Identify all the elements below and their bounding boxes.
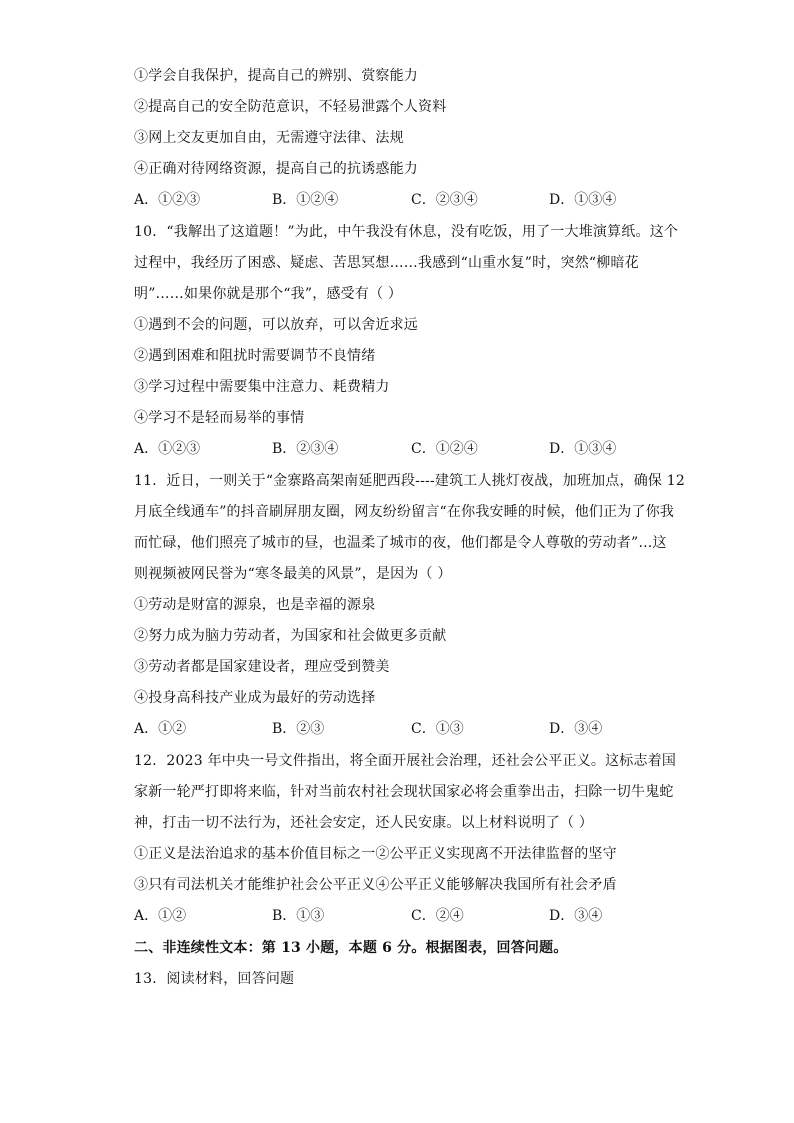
q9-option-a: A．①②③: [134, 192, 201, 208]
q10-stem-line-2: 过程中，我经历了困惑、疑虑、苦思冥想……我感到“山重水复”时，突然“柳暗花: [134, 255, 639, 271]
q12-option-d: D．③④: [549, 908, 603, 924]
q12-option-a: A．①②: [134, 908, 187, 924]
q11-option-c: C．①③: [411, 721, 464, 737]
q10-item-2: ②遇到困难和阻扰时需要调节不良情绪: [134, 348, 376, 364]
q11-stem-line-2: 月底全线通车”的抖音刷屏朋友圈，网友纷纷留言“在你我安睡的时候，他们正为了你我: [134, 504, 675, 520]
q10-item-1: ①遇到不会的问题，可以放弃，可以舍近求远: [134, 317, 418, 333]
q12-item-row-2: ③只有司法机关才能维护社会公平正义④公平正义能够解决我国所有社会矛盾: [134, 877, 617, 893]
q12-stem-line-2: 家新一轮严打即将来临，针对当前农村社会现状国家必将会重拳出击，扫除一切牛鬼蛇: [134, 784, 674, 800]
section-heading: 二、非连续性文本：第 13 小题，本题 6 分。根据图表，回答问题。: [134, 940, 568, 956]
q11-item-4: ④投身高科技产业成为最好的劳动选择: [134, 690, 376, 706]
q12-option-b: B．①③: [272, 908, 325, 924]
q13-stem: 13．阅读材料，回答问题: [134, 971, 295, 987]
q10-option-a: A．①②③: [134, 441, 201, 457]
q10-stem-line-1: 10．“我解出了这道题！”为此，中午我没有休息，没有吃饭，用了一大堆演算纸。这个: [134, 224, 679, 240]
q10-option-b: B．②③④: [272, 441, 339, 457]
q10-item-3: ③学习过程中需要集中注意力、耗费精力: [134, 379, 390, 395]
q11-stem-line-4: 则视频被网民誉为“寒冬最美的风景”，是因为（ ）: [134, 566, 452, 582]
q10-item-4: ④学习不是轻而易举的事情: [134, 410, 305, 426]
q11-stem-line-3: 而忙碌，他们照亮了城市的昼，也温柔了城市的夜，他们都是令人尊敬的劳动者”…这: [134, 535, 667, 551]
q9-item-3: ③网上交友更加自由，无需遵守法律、法规: [134, 130, 404, 146]
q9-item-1: ①学会自我保护，提高自己的辨别、赏察能力: [134, 68, 418, 84]
q12-stem-line-1: 12．2023 年中央一号文件指出，将全面开展社会治理，还社会公平正义。这标志着国: [134, 753, 677, 769]
q11-item-2: ②努力成为脑力劳动者，为国家和社会做更多贡献: [134, 628, 447, 644]
q11-item-1: ①劳动是财富的源泉，也是幸福的源泉: [134, 597, 376, 613]
q11-option-b: B．②③: [272, 721, 325, 737]
q10-option-d: D．①③④: [549, 441, 617, 457]
q9-option-c: C．②③④: [411, 192, 478, 208]
q9-option-d: D．①③④: [549, 192, 617, 208]
q9-item-4: ④正确对待网络资源，提高自己的抗诱惑能力: [134, 161, 418, 177]
q12-item-row-1: ①正义是法治追求的基本价值目标之一②公平正义实现离不开法律监督的坚守: [134, 846, 617, 862]
q11-option-d: D．③④: [549, 721, 603, 737]
q9-item-2: ②提高自己的安全防范意识，不轻易泄露个人资料: [134, 99, 447, 115]
q12-stem-line-3: 神，打击一切不法行为，还社会安定，还人民安康。以上材料说明了（ ）: [134, 815, 594, 831]
q9-option-b: B．①②④: [272, 192, 339, 208]
q11-option-a: A．①②: [134, 721, 187, 737]
q12-option-c: C．②④: [411, 908, 464, 924]
q11-stem-line-1: 11．近日，一则关于“金寨路高架南延肥西段----建筑工人挑灯夜战，加班加点，确保 12: [134, 473, 685, 489]
q10-stem-line-3: 明”……如果你就是那个“我”，感受有（ ）: [134, 286, 403, 302]
q10-option-c: C．①②④: [411, 441, 478, 457]
q11-item-3: ③劳动者都是国家建设者，理应受到赞美: [134, 659, 390, 675]
